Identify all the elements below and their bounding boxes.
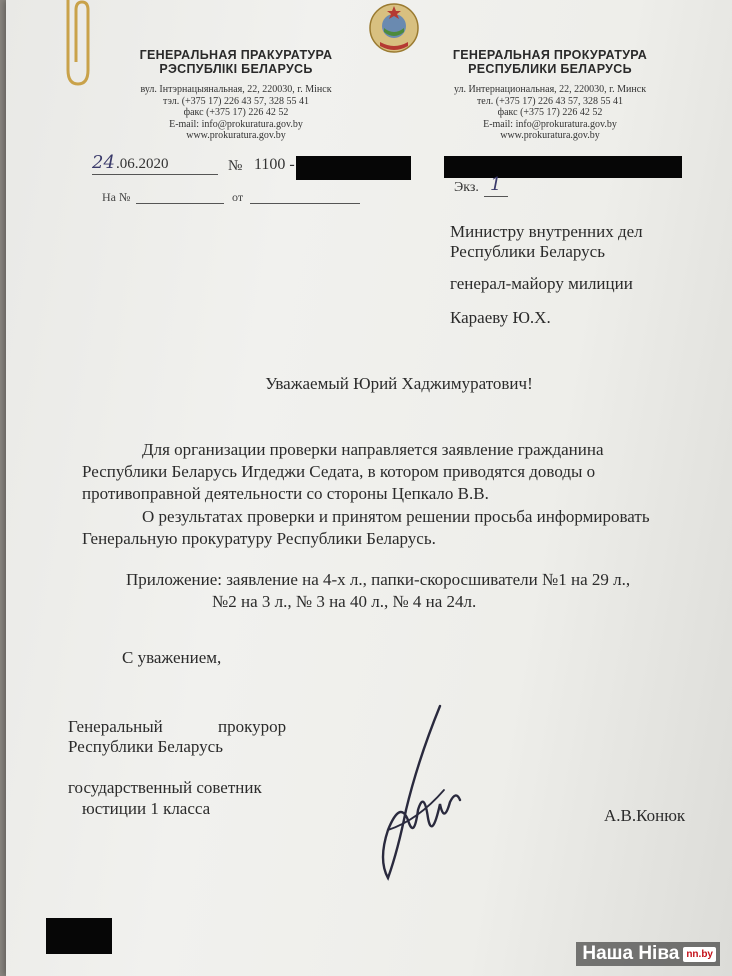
date-handwritten-day: 24 — [92, 152, 115, 173]
header-right-title-2: РЕСПУБЛИКИ БЕЛАРУСЬ — [468, 62, 632, 76]
signatory-position-a: Генеральный — [68, 717, 163, 736]
header-right-address: ул. Интернациональная, 22, 220030, г. Минск — [453, 84, 647, 95]
signatory-rank-2: юстиции 1 класса — [82, 799, 211, 818]
addressee-block — [450, 222, 720, 262]
signatory-name: А.В.Конюк — [604, 806, 686, 825]
header-right-fax: факс (+375 17) 226 42 52 — [497, 107, 603, 118]
body-line: Генеральную прокуратуру Республики Беларусь. — [82, 529, 436, 548]
header-left-web: www.prokuratura.gov.by — [186, 130, 286, 141]
closing: С уважением, — [122, 648, 222, 667]
attachment-line: Приложение: заявление на 4-х л., папки-скоросшиватели №1 на 29 л., — [126, 570, 631, 589]
from-label: от — [232, 190, 244, 204]
attachment-line: №2 на 3 л., № 3 на 40 л., № 4 на 24л. — [212, 592, 477, 611]
watermark-domain: nn.by — [683, 947, 716, 962]
header-left — [106, 48, 366, 142]
redaction-box — [444, 156, 682, 178]
signatory-rank-1: государственный советник — [68, 778, 262, 797]
number-symbol: № — [228, 158, 243, 174]
copy-underline — [484, 196, 508, 197]
from-underline — [250, 203, 360, 204]
header-right-web: www.prokuratura.gov.by — [500, 130, 600, 141]
header-right-title-1: ГЕНЕРАЛЬНАЯ ПРОКУРАТУРА — [452, 48, 648, 62]
copy-label: Экз. — [454, 180, 479, 195]
body-line: О результатах проверки и принятом решении просьба информировать — [142, 507, 650, 526]
news-watermark — [576, 942, 720, 966]
header-right-phone: тел. (+375 17) 226 43 57, 328 55 41 — [476, 95, 624, 107]
letter-sheet — [6, 0, 732, 976]
redaction-box — [296, 156, 411, 180]
header-right-email: E-mail: info@prokuratura.gov.by — [483, 118, 617, 130]
registration-number: 1100 - — [254, 156, 295, 173]
copy-number: 1 — [490, 174, 502, 195]
addressee-line-2: Республики Беларусь — [450, 242, 605, 261]
watermark-brand: Наша Ніва — [582, 943, 680, 964]
addressee-line-4: Караеву Ю.Х. — [450, 308, 551, 327]
header-left-title-2: РЭСПУБЛІКІ БЕЛАРУСЬ — [159, 62, 313, 76]
date-underline — [92, 174, 218, 175]
header-left-title-1: ГЕНЕРАЛЬНАЯ ПРАКУРАТУРА — [139, 48, 333, 62]
signatory-position-2: Республики Беларусь — [68, 737, 223, 756]
redaction-box — [46, 918, 112, 954]
greeting: Уважаемый Юрий Хаджимуратович! — [265, 374, 533, 393]
date-printed: .06.2020 — [116, 156, 169, 172]
body-line: Для организации проверки направляется заявление гражданина — [142, 440, 604, 459]
handwritten-signature — [348, 700, 478, 890]
state-emblem-icon — [368, 2, 420, 54]
reply-to-underline — [136, 203, 224, 204]
addressee-line-1: Министру внутренних дел — [450, 222, 643, 241]
header-left-address: вул. Інтэрнацыянальная, 22, 220030, г. Мінск — [140, 84, 332, 95]
paperclip-icon — [58, 0, 96, 90]
body-line: противоправной деятельности со стороны Цепкало В.В. — [82, 484, 489, 503]
signatory-position-b: прокурор — [218, 717, 287, 736]
addressee-line-3: генерал-майору милиции — [450, 274, 633, 293]
reply-to-label: На № — [102, 190, 131, 204]
header-right — [420, 48, 680, 142]
body-line: Республики Беларусь Игдеджи Седата, в котором приводятся доводы о — [82, 462, 596, 481]
header-left-fax: факс (+375 17) 226 42 52 — [183, 107, 289, 118]
header-left-phone: тэл. (+375 17) 226 43 57, 328 55 41 — [162, 95, 310, 107]
header-left-email: E-mail: info@prokuratura.gov.by — [169, 118, 303, 130]
